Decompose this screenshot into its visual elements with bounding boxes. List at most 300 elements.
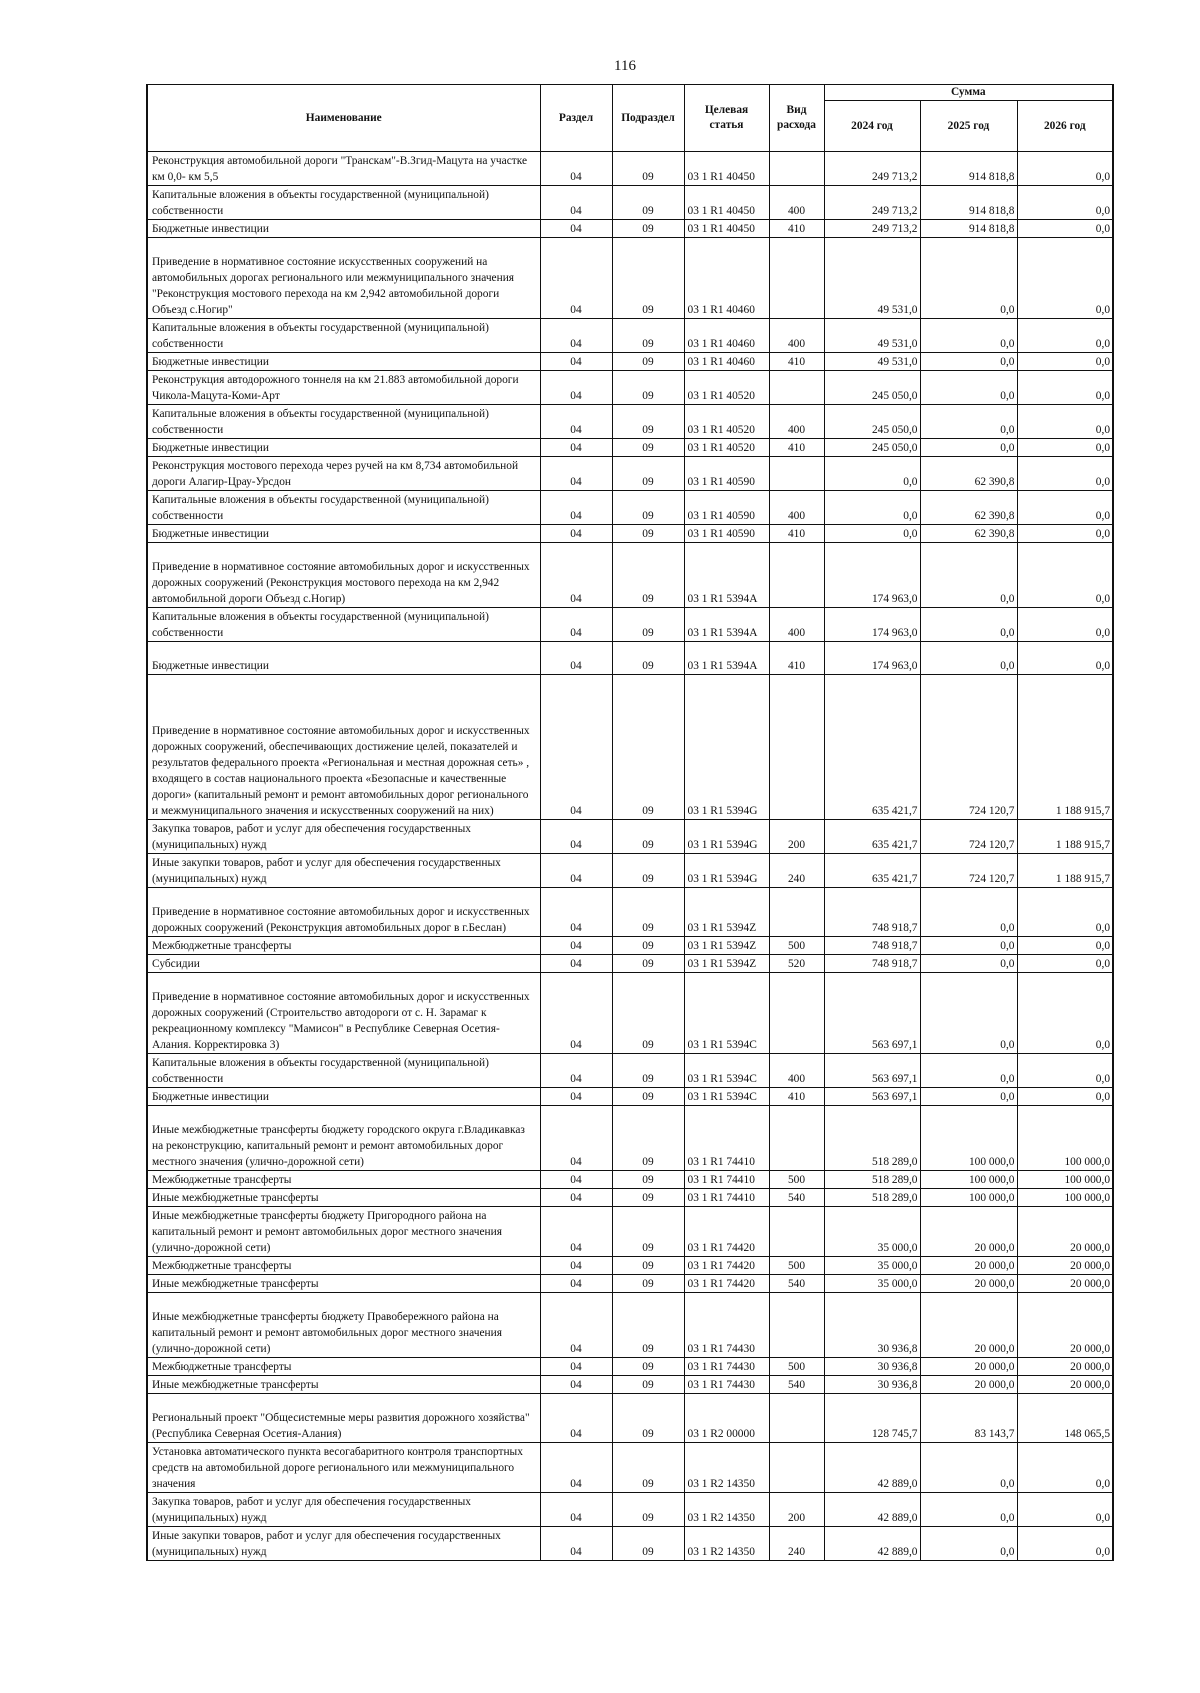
- header-sum-group: Сумма: [824, 85, 1113, 101]
- cell-2024: 635 421,7: [824, 820, 920, 854]
- cell-expense: [769, 1106, 824, 1171]
- cell-2026: 0,0: [1017, 405, 1113, 439]
- cell-2026: 0,0: [1017, 1527, 1113, 1561]
- header-name: Наименование: [147, 85, 540, 152]
- cell-subsection: 09: [612, 1171, 684, 1189]
- cell-target: 03 1 R1 5394A: [684, 642, 769, 675]
- cell-2026: 0,0: [1017, 973, 1113, 1054]
- cell-section: 04: [540, 1493, 612, 1527]
- cell-target: 03 1 R1 5394C: [684, 1088, 769, 1106]
- cell-2025: 0,0: [920, 973, 1017, 1054]
- cell-section: 04: [540, 1257, 612, 1275]
- cell-section: 04: [540, 543, 612, 608]
- table-row: [147, 1257, 1113, 1275]
- cell-target: 03 1 R1 5394A: [684, 608, 769, 642]
- cell-section: 04: [540, 1275, 612, 1293]
- cell-expense: [769, 888, 824, 937]
- cell-2025: 0,0: [920, 405, 1017, 439]
- cell-2025: 62 390,8: [920, 525, 1017, 543]
- cell-2024: 49 531,0: [824, 353, 920, 371]
- cell-2026: 20 000,0: [1017, 1358, 1113, 1376]
- cell-2024: 563 697,1: [824, 1088, 920, 1106]
- cell-target: 03 1 R1 40520: [684, 371, 769, 405]
- table-row: [147, 1106, 1113, 1171]
- cell-subsection: 09: [612, 1207, 684, 1257]
- cell-subsection: 09: [612, 353, 684, 371]
- cell-2025: 100 000,0: [920, 1106, 1017, 1171]
- cell-name: Капитальные вложения в объекты государственной (муниципальной) собственности: [147, 608, 540, 642]
- cell-2024: 245 050,0: [824, 439, 920, 457]
- cell-name: Закупка товаров, работ и услуг для обеспечения государственных (муниципальных) нужд: [147, 820, 540, 854]
- cell-2024: 174 963,0: [824, 642, 920, 675]
- cell-section: 04: [540, 1189, 612, 1207]
- cell-2024: 174 963,0: [824, 608, 920, 642]
- cell-name: Приведение в нормативное состояние автомобильных дорог и искусственных дорожных сооружений (Реконструкция автомобильных дорог в г.Беслан): [147, 888, 540, 937]
- cell-2026: 1 188 915,7: [1017, 820, 1113, 854]
- cell-2024: 42 889,0: [824, 1443, 920, 1493]
- cell-section: 04: [540, 439, 612, 457]
- cell-expense: 400: [769, 319, 824, 353]
- cell-name: Межбюджетные трансферты: [147, 1171, 540, 1189]
- cell-2025: 914 818,8: [920, 220, 1017, 238]
- cell-name: Капитальные вложения в объекты государственной (муниципальной) собственности: [147, 491, 540, 525]
- cell-target: 03 1 R1 5394C: [684, 1054, 769, 1088]
- cell-target: 03 1 R1 5394Z: [684, 937, 769, 955]
- page-number: 116: [614, 58, 636, 74]
- cell-2024: 35 000,0: [824, 1257, 920, 1275]
- cell-2025: 0,0: [920, 955, 1017, 973]
- cell-section: 04: [540, 238, 612, 319]
- table-row: [147, 525, 1113, 543]
- cell-2025: 100 000,0: [920, 1189, 1017, 1207]
- cell-target: 03 1 R1 40590: [684, 525, 769, 543]
- cell-2024: 748 918,7: [824, 955, 920, 973]
- cell-2024: 0,0: [824, 491, 920, 525]
- cell-2026: 1 188 915,7: [1017, 675, 1113, 820]
- cell-subsection: 09: [612, 1376, 684, 1394]
- cell-expense: 500: [769, 1257, 824, 1275]
- cell-name: Бюджетные инвестиции: [147, 1088, 540, 1106]
- cell-2024: 0,0: [824, 525, 920, 543]
- cell-subsection: 09: [612, 1189, 684, 1207]
- cell-2026: 20 000,0: [1017, 1275, 1113, 1293]
- cell-section: 04: [540, 955, 612, 973]
- cell-2025: 0,0: [920, 1527, 1017, 1561]
- cell-subsection: 09: [612, 973, 684, 1054]
- cell-2024: 128 745,7: [824, 1394, 920, 1443]
- table-body: [147, 152, 1113, 1561]
- cell-target: 03 1 R1 40460: [684, 319, 769, 353]
- table-row: [147, 1275, 1113, 1293]
- table-row: [147, 1358, 1113, 1376]
- cell-section: 04: [540, 1394, 612, 1443]
- table-row: [147, 937, 1113, 955]
- cell-2026: 0,0: [1017, 371, 1113, 405]
- cell-2025: 0,0: [920, 1088, 1017, 1106]
- table-row: [147, 491, 1113, 525]
- cell-2024: 30 936,8: [824, 1376, 920, 1394]
- table-row: [147, 1493, 1113, 1527]
- cell-subsection: 09: [612, 1394, 684, 1443]
- cell-2026: 0,0: [1017, 525, 1113, 543]
- cell-section: 04: [540, 608, 612, 642]
- cell-2025: 20 000,0: [920, 1257, 1017, 1275]
- cell-expense: 400: [769, 491, 824, 525]
- cell-target: 03 1 R1 74410: [684, 1171, 769, 1189]
- cell-2024: 748 918,7: [824, 888, 920, 937]
- cell-2026: 0,0: [1017, 543, 1113, 608]
- cell-subsection: 09: [612, 543, 684, 608]
- cell-expense: 520: [769, 955, 824, 973]
- cell-2024: 518 289,0: [824, 1189, 920, 1207]
- cell-expense: 400: [769, 608, 824, 642]
- cell-2025: 914 818,8: [920, 152, 1017, 186]
- cell-name: Иные межбюджетные трансферты бюджету городского округа г.Владикавказ на реконструкцию, капитальный ремонт и ремонт автомобильных дорог местного значения (улично-дорожной сети): [147, 1106, 540, 1171]
- cell-expense: 500: [769, 1358, 824, 1376]
- cell-subsection: 09: [612, 238, 684, 319]
- cell-2026: 0,0: [1017, 1493, 1113, 1527]
- cell-2025: 20 000,0: [920, 1275, 1017, 1293]
- table-row: [147, 642, 1113, 675]
- cell-name: Приведение в нормативное состояние автомобильных дорог и искусственных дорожных сооружений (Реконструкция мостового перехода на км 2,942 автомобильной дороги Объезд с.Ногир): [147, 543, 540, 608]
- cell-section: 04: [540, 491, 612, 525]
- cell-name: Бюджетные инвестиции: [147, 353, 540, 371]
- cell-2025: 724 120,7: [920, 675, 1017, 820]
- cell-target: 03 1 R1 5394A: [684, 543, 769, 608]
- cell-2024: 635 421,7: [824, 675, 920, 820]
- cell-name: Реконструкция автодорожного тоннеля на км 21.883 автомобильной дороги Чикола-Мацута-Коми-Арт: [147, 371, 540, 405]
- table-row: [147, 1394, 1113, 1443]
- cell-section: 04: [540, 1088, 612, 1106]
- cell-2026: 100 000,0: [1017, 1171, 1113, 1189]
- cell-2024: 249 713,2: [824, 186, 920, 220]
- cell-subsection: 09: [612, 1493, 684, 1527]
- cell-target: 03 1 R1 74430: [684, 1358, 769, 1376]
- header-2026: 2026 год: [1017, 101, 1113, 152]
- table-row: [147, 1293, 1113, 1358]
- cell-2024: 30 936,8: [824, 1293, 920, 1358]
- cell-name: Реконструкция автомобильной дороги "Транскам"-В.Згид-Мацута на участке км 0,0- км 5,5: [147, 152, 540, 186]
- cell-target: 03 1 R1 40520: [684, 439, 769, 457]
- cell-name: Региональный проект "Общесистемные меры развития дорожного хозяйства" (Республика Северная Осетия-Алания): [147, 1394, 540, 1443]
- table-row: [147, 608, 1113, 642]
- cell-2025: 100 000,0: [920, 1171, 1017, 1189]
- cell-name: Иные межбюджетные трансферты бюджету Пригородного района на капитальный ремонт и ремонт автомобильных дорог местного значения (улично-дорожной сети): [147, 1207, 540, 1257]
- cell-subsection: 09: [612, 1527, 684, 1561]
- cell-name: Бюджетные инвестиции: [147, 439, 540, 457]
- cell-section: 04: [540, 353, 612, 371]
- cell-target: 03 1 R1 40450: [684, 186, 769, 220]
- cell-name: Капитальные вложения в объекты государственной (муниципальной) собственности: [147, 405, 540, 439]
- cell-name: Иные закупки товаров, работ и услуг для обеспечения государственных (муниципальных) нужд: [147, 1527, 540, 1561]
- cell-2025: 0,0: [920, 888, 1017, 937]
- cell-2024: 518 289,0: [824, 1171, 920, 1189]
- header-2025: 2025 год: [920, 101, 1017, 152]
- table-row: [147, 1376, 1113, 1394]
- cell-expense: [769, 1443, 824, 1493]
- cell-expense: [769, 1394, 824, 1443]
- cell-target: 03 1 R1 74430: [684, 1376, 769, 1394]
- cell-target: 03 1 R1 74420: [684, 1257, 769, 1275]
- cell-section: 04: [540, 186, 612, 220]
- cell-expense: 410: [769, 353, 824, 371]
- cell-2025: 20 000,0: [920, 1207, 1017, 1257]
- cell-expense: 410: [769, 525, 824, 543]
- cell-section: 04: [540, 457, 612, 491]
- cell-name: Межбюджетные трансферты: [147, 1358, 540, 1376]
- cell-expense: [769, 543, 824, 608]
- cell-2025: 0,0: [920, 642, 1017, 675]
- cell-subsection: 09: [612, 1054, 684, 1088]
- table-row: [147, 820, 1113, 854]
- cell-2024: 49 531,0: [824, 319, 920, 353]
- cell-section: 04: [540, 1293, 612, 1358]
- cell-section: 04: [540, 1106, 612, 1171]
- cell-name: Субсидии: [147, 955, 540, 973]
- cell-subsection: 09: [612, 955, 684, 973]
- cell-2025: 0,0: [920, 1443, 1017, 1493]
- cell-2025: 20 000,0: [920, 1293, 1017, 1358]
- table-row: [147, 238, 1113, 319]
- cell-expense: [769, 371, 824, 405]
- cell-2025: 0,0: [920, 608, 1017, 642]
- cell-2025: 0,0: [920, 937, 1017, 955]
- table-row: [147, 439, 1113, 457]
- cell-subsection: 09: [612, 371, 684, 405]
- cell-subsection: 09: [612, 854, 684, 888]
- cell-name: Установка автоматического пункта весогабаритного контроля транспортных средств на автомобильной дороге регионального или межмуниципального значения: [147, 1443, 540, 1493]
- cell-name: Приведение в нормативное состояние автомобильных дорог и искусственных дорожных сооружений, обеспечивающих достижение целей, показателей и результатов федерального проекта «Региональная и местная дорожная сеть» , входящего в состав национального проекта «Безопасные и качественные дороги» (капитальный ремонт и ремонт автомобильных дорог регионального и межмуниципального значения и искусственных сооружений на них): [147, 675, 540, 820]
- cell-subsection: 09: [612, 525, 684, 543]
- cell-name: Межбюджетные трансферты: [147, 1257, 540, 1275]
- cell-section: 04: [540, 1376, 612, 1394]
- cell-2026: 0,0: [1017, 937, 1113, 955]
- cell-expense: 540: [769, 1189, 824, 1207]
- cell-target: 03 1 R1 74420: [684, 1207, 769, 1257]
- cell-subsection: 09: [612, 642, 684, 675]
- cell-target: 03 1 R1 5394G: [684, 854, 769, 888]
- cell-expense: [769, 675, 824, 820]
- cell-target: 03 1 R1 40460: [684, 238, 769, 319]
- table-row: [147, 888, 1113, 937]
- cell-2024: 635 421,7: [824, 854, 920, 888]
- cell-section: 04: [540, 371, 612, 405]
- cell-target: 03 1 R1 74430: [684, 1293, 769, 1358]
- cell-section: 04: [540, 854, 612, 888]
- cell-section: 04: [540, 973, 612, 1054]
- cell-subsection: 09: [612, 152, 684, 186]
- cell-subsection: 09: [612, 405, 684, 439]
- cell-name: Бюджетные инвестиции: [147, 642, 540, 675]
- table-row: [147, 543, 1113, 608]
- table-row: [147, 353, 1113, 371]
- table-row: [147, 220, 1113, 238]
- cell-target: 03 1 R1 5394Z: [684, 955, 769, 973]
- table-row: [147, 973, 1113, 1054]
- cell-expense: 540: [769, 1376, 824, 1394]
- cell-section: 04: [540, 675, 612, 820]
- cell-2025: 20 000,0: [920, 1358, 1017, 1376]
- cell-2025: 0,0: [920, 1493, 1017, 1527]
- cell-2025: 20 000,0: [920, 1376, 1017, 1394]
- cell-target: 03 1 R1 40520: [684, 405, 769, 439]
- cell-2026: 20 000,0: [1017, 1257, 1113, 1275]
- cell-expense: [769, 1207, 824, 1257]
- cell-2025: 0,0: [920, 439, 1017, 457]
- cell-2024: 518 289,0: [824, 1106, 920, 1171]
- cell-section: 04: [540, 1207, 612, 1257]
- cell-section: 04: [540, 888, 612, 937]
- cell-2024: 245 050,0: [824, 405, 920, 439]
- cell-name: Приведение в нормативное состояние автомобильных дорог и искусственных дорожных сооружений (Строительство автодороги от с. Н. Зарамаг к рекреационному комплексу "Мамисон" в Республике Северная Осетия-Алания. Корректировка 3): [147, 973, 540, 1054]
- cell-2024: 563 697,1: [824, 1054, 920, 1088]
- cell-section: 04: [540, 152, 612, 186]
- header-section: Раздел: [540, 85, 612, 152]
- cell-target: 03 1 R1 5394G: [684, 820, 769, 854]
- table-row: [147, 457, 1113, 491]
- table-row: [147, 955, 1113, 973]
- cell-2024: 42 889,0: [824, 1493, 920, 1527]
- cell-2026: 0,0: [1017, 1054, 1113, 1088]
- cell-section: 04: [540, 1054, 612, 1088]
- cell-expense: 500: [769, 937, 824, 955]
- header-subsection: Подраздел: [612, 85, 684, 152]
- cell-name: Бюджетные инвестиции: [147, 525, 540, 543]
- cell-2026: 0,0: [1017, 642, 1113, 675]
- cell-target: 03 1 R1 40590: [684, 491, 769, 525]
- cell-target: 03 1 R1 5394C: [684, 973, 769, 1054]
- cell-name: Капитальные вложения в объекты государственной (муниципальной) собственности: [147, 186, 540, 220]
- cell-subsection: 09: [612, 186, 684, 220]
- cell-target: 03 1 R2 00000: [684, 1394, 769, 1443]
- cell-expense: [769, 152, 824, 186]
- cell-section: 04: [540, 937, 612, 955]
- cell-subsection: 09: [612, 1275, 684, 1293]
- table-row: [147, 854, 1113, 888]
- cell-name: Межбюджетные трансферты: [147, 937, 540, 955]
- cell-expense: 200: [769, 820, 824, 854]
- cell-2024: 0,0: [824, 457, 920, 491]
- cell-target: 03 1 R1 5394Z: [684, 888, 769, 937]
- cell-2026: 0,0: [1017, 457, 1113, 491]
- cell-subsection: 09: [612, 1293, 684, 1358]
- cell-2026: 0,0: [1017, 353, 1113, 371]
- cell-target: 03 1 R1 40450: [684, 152, 769, 186]
- cell-target: 03 1 R1 74410: [684, 1189, 769, 1207]
- cell-expense: 240: [769, 1527, 824, 1561]
- cell-expense: 240: [769, 854, 824, 888]
- cell-subsection: 09: [612, 1443, 684, 1493]
- cell-2026: 20 000,0: [1017, 1293, 1113, 1358]
- cell-expense: 400: [769, 186, 824, 220]
- cell-2024: 49 531,0: [824, 238, 920, 319]
- cell-subsection: 09: [612, 888, 684, 937]
- header-target: Целевая статья: [684, 85, 769, 152]
- cell-name: Приведение в нормативное состояние искусственных сооружений на автомобильных дорогах регионального или межмуниципального значения "Реконструкция мостового перехода на км 2,942 автомобильной дороги Объезд с.Ногир": [147, 238, 540, 319]
- cell-subsection: 09: [612, 457, 684, 491]
- cell-name: Иные межбюджетные трансферты: [147, 1189, 540, 1207]
- table-row: [147, 152, 1113, 186]
- cell-subsection: 09: [612, 439, 684, 457]
- cell-2026: 0,0: [1017, 152, 1113, 186]
- table-row: [147, 186, 1113, 220]
- cell-name: Иные межбюджетные трансферты: [147, 1275, 540, 1293]
- cell-expense: [769, 238, 824, 319]
- cell-2024: 42 889,0: [824, 1527, 920, 1561]
- cell-2026: 0,0: [1017, 238, 1113, 319]
- cell-2024: 249 713,2: [824, 220, 920, 238]
- cell-expense: [769, 457, 824, 491]
- cell-2026: 20 000,0: [1017, 1376, 1113, 1394]
- cell-name: Реконструкция мостового перехода через ручей на км 8,734 автомобильной дороги Алагир-Црау-Урсдон: [147, 457, 540, 491]
- header-expense: Вид расхода: [769, 85, 824, 152]
- cell-expense: 400: [769, 1054, 824, 1088]
- cell-2024: 30 936,8: [824, 1358, 920, 1376]
- cell-2025: 724 120,7: [920, 820, 1017, 854]
- cell-2026: 0,0: [1017, 1443, 1113, 1493]
- table-row: [147, 1054, 1113, 1088]
- cell-2026: 0,0: [1017, 319, 1113, 353]
- table-row: [147, 1207, 1113, 1257]
- table-row: [147, 1088, 1113, 1106]
- cell-2026: 0,0: [1017, 1088, 1113, 1106]
- cell-section: 04: [540, 820, 612, 854]
- cell-target: 03 1 R1 40590: [684, 457, 769, 491]
- cell-section: 04: [540, 525, 612, 543]
- cell-2026: 0,0: [1017, 439, 1113, 457]
- cell-expense: 410: [769, 1088, 824, 1106]
- cell-target: 03 1 R1 74420: [684, 1275, 769, 1293]
- table-row: [147, 675, 1113, 820]
- cell-2024: 245 050,0: [824, 371, 920, 405]
- cell-2024: 249 713,2: [824, 152, 920, 186]
- cell-name: Бюджетные инвестиции: [147, 220, 540, 238]
- cell-2026: 148 065,5: [1017, 1394, 1113, 1443]
- cell-subsection: 09: [612, 319, 684, 353]
- cell-section: 04: [540, 1171, 612, 1189]
- cell-target: 03 1 R2 14350: [684, 1493, 769, 1527]
- cell-subsection: 09: [612, 220, 684, 238]
- cell-2025: 0,0: [920, 238, 1017, 319]
- cell-name: Капитальные вложения в объекты государственной (муниципальной) собственности: [147, 319, 540, 353]
- cell-expense: 410: [769, 642, 824, 675]
- cell-2025: 0,0: [920, 353, 1017, 371]
- cell-target: 03 1 R1 40460: [684, 353, 769, 371]
- cell-name: Иные межбюджетные трансферты: [147, 1376, 540, 1394]
- cell-expense: 410: [769, 439, 824, 457]
- cell-2026: 0,0: [1017, 608, 1113, 642]
- table-row: [147, 405, 1113, 439]
- cell-section: 04: [540, 1527, 612, 1561]
- cell-name: Иные межбюджетные трансферты бюджету Правобережного района на капитальный ремонт и ремонт автомобильных дорог местного значения (улично-дорожной сети): [147, 1293, 540, 1358]
- cell-2025: 0,0: [920, 543, 1017, 608]
- cell-section: 04: [540, 220, 612, 238]
- cell-2025: 0,0: [920, 1054, 1017, 1088]
- cell-subsection: 09: [612, 1358, 684, 1376]
- cell-target: 03 1 R1 5394G: [684, 675, 769, 820]
- cell-section: 04: [540, 642, 612, 675]
- cell-subsection: 09: [612, 1106, 684, 1171]
- cell-section: 04: [540, 319, 612, 353]
- cell-expense: 200: [769, 1493, 824, 1527]
- cell-2026: 0,0: [1017, 955, 1113, 973]
- cell-2024: 35 000,0: [824, 1275, 920, 1293]
- cell-2026: 0,0: [1017, 491, 1113, 525]
- cell-section: 04: [540, 1443, 612, 1493]
- table-row: [147, 319, 1113, 353]
- cell-2026: 100 000,0: [1017, 1106, 1113, 1171]
- cell-2025: 62 390,8: [920, 491, 1017, 525]
